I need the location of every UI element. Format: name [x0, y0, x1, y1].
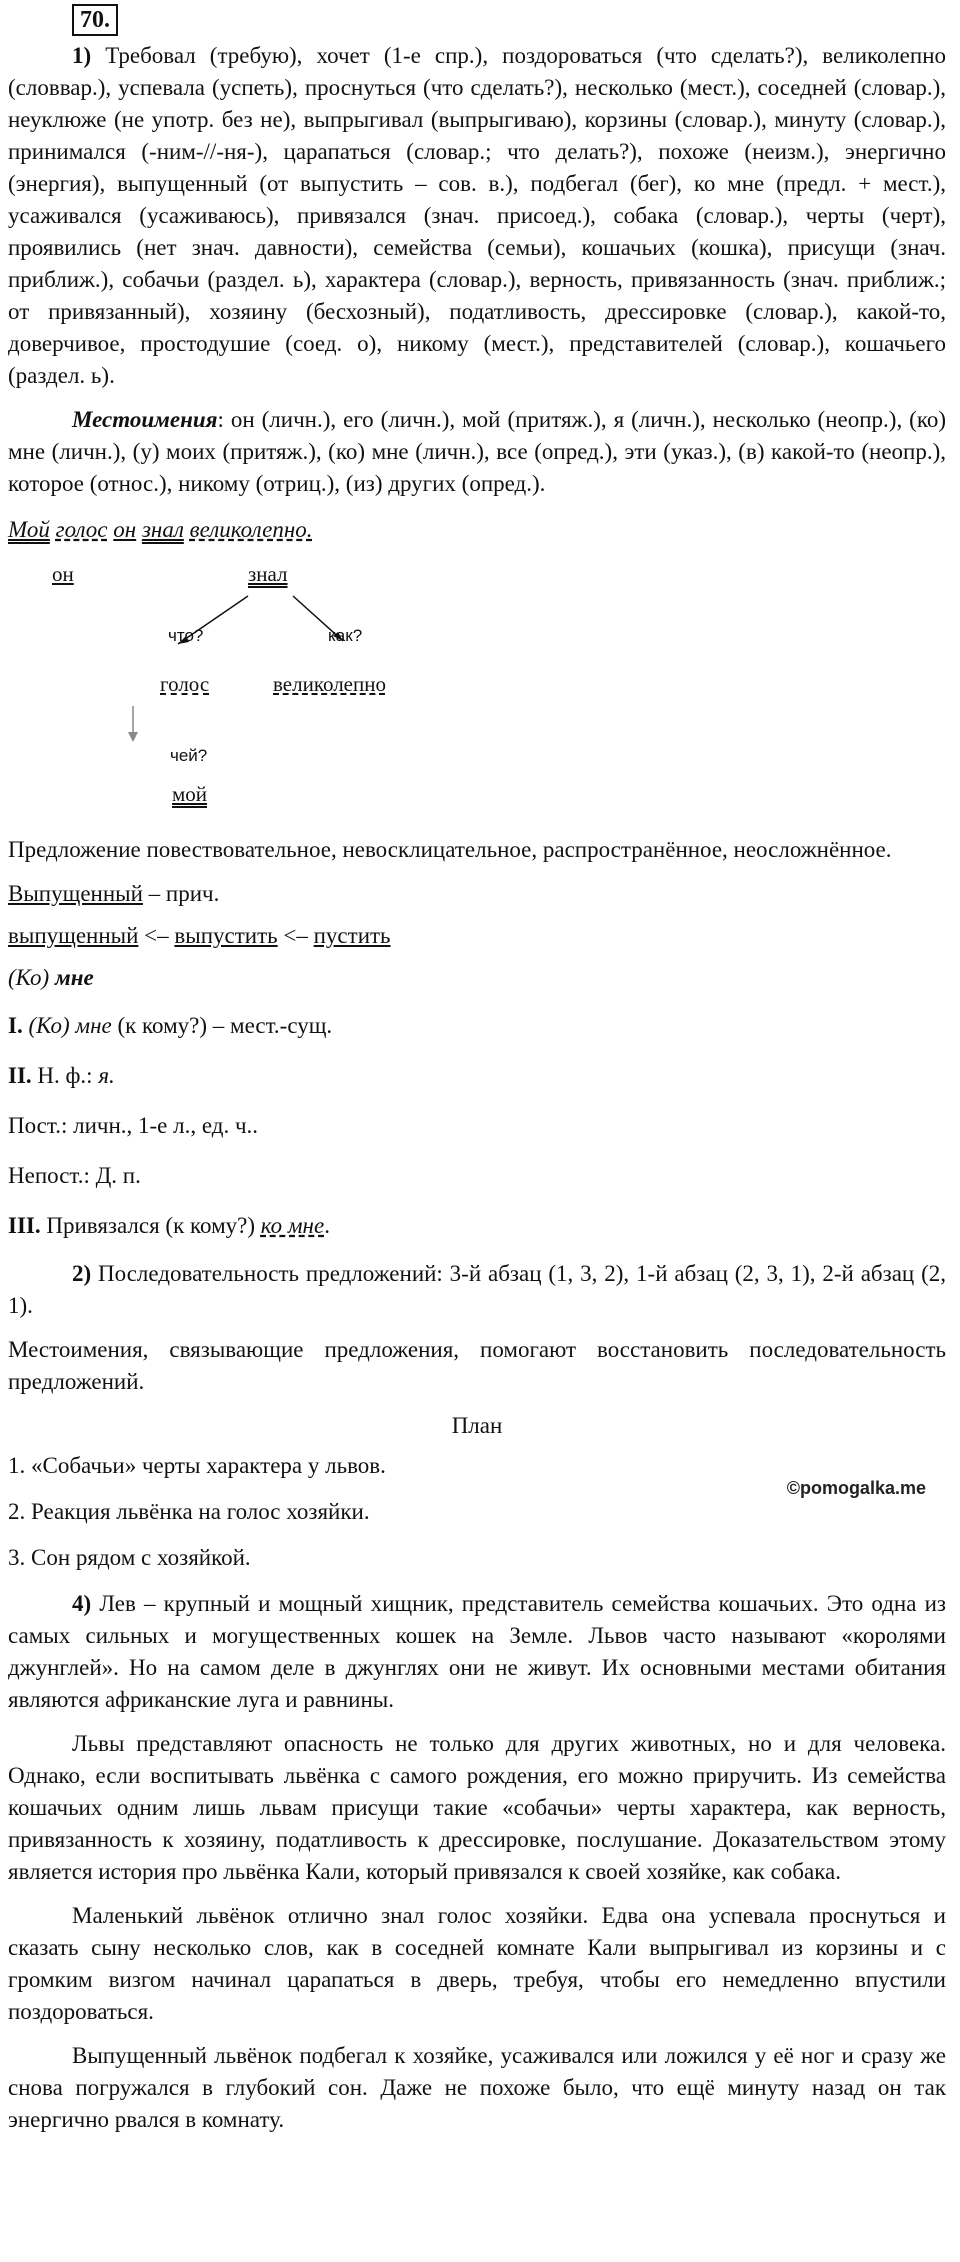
step-III-a: Привязался (к кому?)	[40, 1213, 261, 1238]
parse-step-II	[8, 1060, 946, 1092]
step-I-label: I.	[8, 1013, 23, 1038]
pronouns-paragraph	[8, 404, 946, 500]
step-I-b: (к кому?) – мест.-сущ.	[111, 1013, 333, 1038]
morph-word1: Выпущенный	[8, 881, 143, 906]
parse-nepost: Непост.: Д. п.	[8, 1163, 141, 1188]
pronoun-title-a: (Ко)	[8, 965, 50, 990]
parsed-sentence	[8, 514, 946, 546]
tree-q-whose: чей?	[170, 746, 208, 765]
parse-step-I	[8, 1010, 946, 1042]
tree-q-what: что?	[168, 626, 204, 645]
part4-paragraph-2: Львы представляют опасность не только для других животных, но и для человека. Однако, если воспитывать львёнка с самого рождения, его можно приручить. Из семейства кошачьих одним лишь львам присущи такие «собачьи» черты характера, как верность, привязанность к хозяину, податливость к дрессировке, послушание. Доказательством этому является история про львёнка Кали, который привязался к своей хозяйке, как собака.	[8, 1731, 946, 1884]
part4-paragraph-1	[8, 1588, 946, 1716]
sentence-word-predicate: знал	[141, 517, 184, 542]
sentence-word-object: голос	[55, 517, 108, 542]
plan-item-3: 3. Сон рядом с хозяйкой.	[8, 1545, 251, 1570]
morph-chain-4: пустить	[313, 923, 391, 948]
sentence-characteristic: Предложение повествовательное, невосклицательное, распространённое, неосложнённое.	[8, 837, 892, 862]
pronoun-parse-title	[8, 962, 946, 994]
exercise-number: 70.	[72, 4, 118, 36]
part1-label: 1)	[72, 43, 92, 68]
parse-step-III	[8, 1210, 946, 1242]
pronouns-label: Местоимения	[72, 407, 218, 432]
step-I-a: (Ко) мне	[28, 1013, 112, 1038]
morph-chain-0: выпущенный	[8, 923, 139, 948]
plan-item-1: 1. «Собачьи» черты характера у львов.	[8, 1453, 386, 1478]
tree-object: голос	[160, 672, 210, 696]
plan-title: План	[451, 1413, 503, 1438]
tree-subject: он	[52, 562, 74, 586]
pronoun-title-b: мне	[54, 965, 94, 990]
step-III-c: .	[324, 1213, 330, 1238]
watermark: ©pomogalka.me	[786, 1478, 926, 1498]
morph-word1-line	[8, 878, 946, 910]
part2-label: 2)	[72, 1261, 92, 1286]
tree-arrow-whose-head	[128, 732, 138, 742]
step-II-label: II.	[8, 1063, 32, 1088]
part2-text: Последовательность предложений: 3-й абзац (1, 3, 2), 1-й абзац (2, 3, 1), 2-й абзац (2, 1).	[8, 1261, 946, 1318]
pronouns-text: : он (личн.), его (личн.), мой (притяж.), я (личн.), несколько (неопр.), (ко) мне (личн.), (у) моих (притяж.), (ко) мне (личн.), все (опред.), эти (указ.), (в) какой-то (неопр.), которое (относ.), никому (отриц.), (из) других (опред.).	[8, 407, 946, 496]
morph-word1-note: – прич.	[142, 881, 220, 906]
sentence-word-subject: он	[113, 517, 137, 542]
tree-predicate: знал	[248, 562, 288, 586]
morph-chain-3: <–	[277, 923, 314, 948]
plan-item-2: 2. Реакция львёнка на голос хозяйки.	[8, 1499, 370, 1524]
part4-text-1: Лев – крупный и мощный хищник, представитель семейства кошачьих. Это одна из самых сильных и могущественных кошек на Земле. Львов часто называют «королями джунглей». Но на самом деле в джунглях они не живут. Их основными местами обитания являются африканские луга и равнины.	[8, 1591, 946, 1712]
part1-paragraph	[8, 40, 946, 392]
morph-chain-line	[8, 920, 946, 952]
part2-paragraph	[8, 1258, 946, 1322]
part4-paragraph-3: Маленький львёнок отлично знал голос хозяйки. Едва она успевала проснуться и сказать сыну несколько слов, как в соседней комнате Кали выпрыгивал из корзины и с громким визгом начинал царапаться в дверь, требуя, чтобы его немедленно впустили поздороваться.	[8, 1903, 946, 2024]
step-III-label: III.	[8, 1213, 41, 1238]
step-II-a: Н. ф.:	[31, 1063, 99, 1088]
part2-note: Местоимения, связывающие предложения, помогают восстановить последовательность предложений.	[8, 1337, 946, 1394]
part4-paragraph-4: Выпущенный львёнок подбегал к хозяйке, усаживался или ложился у её ног и сразу же снова погружался в глубокий сон. Даже не похоже было, что ещё минуту назад он так энергично рвался в комнату.	[8, 2043, 946, 2132]
tree-attr: мой	[172, 782, 208, 806]
tree-q-how: как?	[328, 626, 363, 645]
part4-label: 4)	[72, 1591, 92, 1616]
morph-chain-1: <–	[138, 923, 175, 948]
step-III-b: ко мне	[260, 1213, 325, 1238]
sentence-word-adverb: великолепно.	[189, 517, 313, 542]
morph-chain-2: выпустить	[174, 923, 278, 948]
syntax-tree	[8, 556, 946, 826]
sentence-word-attr: Мой	[8, 517, 50, 542]
part1-text: Требовал (требую), хочет (1-е спр.), поздороваться (что сделать?), великолепно (словвар.), успевала (успеть), проснуться (что сделать?), несколько (мест.), соседней (словар.), неуклюже (не употр. без не), выпрыгивал (выпрыгиваю), корзины (словар.), минуту (словар.), принимался (-ним-//-ня-), царапаться (словар.; что делать?), похоже (неизм.), энергично (энергия), выпущенный (от выпустить – сов. в.), подбегал (бег), ко мне (предл. + мест.), усаживался (усаживаюсь), привязался (знач. присоед.), собака (словар.), черты (черт), проявились (нет знач. давности), семейства (семьи), кошачьих (кошка), присущи (знач. приближ.), собачьи (раздел. ь), характера (словар.), верность, привязанность (знач. приближ.; от привязанный), хозяину (бесхозный), податливость, дрессировке (словар.), какой-то, доверчивое, простодушие (соед. о), никому (мест.), представителей (словар.), кошачьего (раздел. ь).	[8, 43, 947, 388]
parse-post: Пост.: личн., 1-е л., ед. ч..	[8, 1113, 259, 1138]
tree-adverb: великолепно	[273, 672, 386, 696]
step-II-b: я.	[98, 1063, 115, 1088]
